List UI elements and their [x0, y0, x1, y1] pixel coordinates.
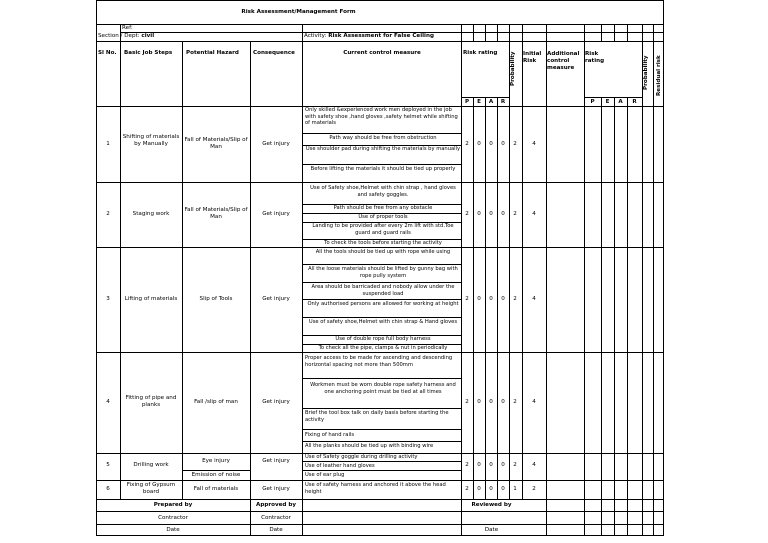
row-2-rating-e: 0: [477, 211, 481, 217]
footer-contractor-1: Contractor: [158, 515, 188, 521]
row-3-rating-e: 0: [477, 296, 481, 302]
row-1-sl: 1: [106, 141, 110, 147]
row-3-probability: 2: [513, 296, 517, 302]
row-4-hazard: Fall /slip of man: [194, 399, 238, 405]
row-4-control-5: All the planks should be tied up with binding wire: [305, 443, 434, 449]
section-label: [98, 33, 154, 40]
grid-line: [627, 97, 628, 536]
footer-date-1: Date: [166, 527, 180, 533]
row-3-control-5: Use of safety shoe,Helmet with chin strap & Hand gloves: [308, 319, 458, 325]
row-2-rating-p: 2: [465, 211, 469, 217]
grid-line: [614, 97, 615, 536]
header-current-control-measure: Current control measure: [343, 50, 421, 56]
row-1-control-3: Use shoulder pad during shifting the materials by manually: [305, 146, 461, 152]
grid-line: [96, 352, 664, 353]
grid-line: [96, 182, 664, 183]
row-5-initial-risk: 4: [532, 462, 536, 468]
row-3-control-2: All the loose materials should be lifted by gunny bag with rope pully system: [308, 266, 458, 279]
row-4-step: Fitting of pipe and planks: [125, 395, 177, 408]
grid-line: [302, 461, 461, 462]
row-3-rating-a: 0: [489, 296, 493, 302]
row-1-consequence: Get injury: [262, 141, 290, 147]
row-1-control-2: Path way should be free from obstruction: [329, 135, 437, 141]
grid-line: [302, 264, 461, 265]
activity-label: [304, 33, 434, 40]
grid-line: [497, 24, 498, 41]
header-risk-rating: Risk rating: [463, 50, 498, 56]
header-risk-rating-2: Risk rating: [585, 51, 605, 64]
grid-line: [522, 24, 523, 41]
grid-line: [473, 24, 474, 41]
footer-approved-by: Approved by: [256, 502, 296, 508]
grid-line: [584, 97, 642, 98]
row-2-step: Staging work: [132, 211, 170, 217]
row-2-sl: 2: [106, 211, 110, 217]
row-4-rating-e: 0: [477, 399, 481, 405]
grid-line: [653, 41, 654, 536]
row-3-control-3: Area should be barricaded and nobody allow under the suspended load: [311, 284, 455, 297]
row-4-initial-risk: 4: [532, 399, 536, 405]
row-4-control-1: Proper access to be made for ascending and descending horizontal spacing not more than 500mm: [305, 355, 453, 368]
form-title: Risk Assessment/Management Form: [241, 9, 356, 15]
grid-line: [302, 470, 461, 471]
row-3-control-4: Only authorised persons are allowed for working at height: [307, 301, 459, 307]
row-3-hazard: Slip of Tools: [199, 296, 233, 302]
row-5-rating-e: 0: [477, 462, 481, 468]
grid-line: [302, 24, 303, 41]
header-pear-a: A: [488, 99, 494, 105]
row-4-rating-r: 0: [501, 399, 505, 405]
grid-line: [627, 24, 628, 41]
row-2-hazard: Fall of Materials/Slip of Man: [184, 207, 248, 220]
row-2-control-1: Use of Safety shoe,Helmet with chin strap , hand gloves and safety goggles.: [310, 185, 456, 198]
row-1-control-1: Only skilled &experienced work men deployed in the job with safety shoe ,hand gloves ,safety helmet while shifting of materials: [305, 107, 458, 126]
row-1-step: Shifting of materials by Manually: [122, 134, 180, 147]
row-2-rating-r: 0: [501, 211, 505, 217]
footer-contractor-2: Contractor: [261, 515, 291, 521]
row-1-initial-risk: 4: [532, 141, 536, 147]
grid-line: [302, 317, 461, 318]
header-pear-r: R: [500, 99, 506, 105]
grid-line: [120, 24, 121, 41]
row-5-control-1: Use of Safety goggle during drilling activity: [305, 454, 418, 460]
header-sl-no: Sl No.: [98, 50, 117, 56]
row-5-hazard-1: Eye injury: [202, 458, 230, 464]
grid-line: [182, 470, 250, 471]
grid-line: [584, 24, 585, 41]
row-5-hazard-2: Emission of noise: [191, 472, 241, 478]
section-label-text: Section / Dept:: [98, 33, 140, 39]
row-6-control-1: Use of safety harness and anchored it above the head height: [305, 482, 446, 495]
row-3-step: Lifting of materials: [124, 296, 178, 302]
row-1-rating-r: 0: [501, 141, 505, 147]
activity-value: Risk Assessment for False Ceiling: [328, 33, 434, 39]
row-4-rating-a: 0: [489, 399, 493, 405]
footer-date-3: Date: [484, 527, 499, 533]
grid-line: [302, 282, 461, 283]
header-pear-p-2: P: [590, 99, 595, 105]
grid-line: [601, 24, 602, 41]
row-2-rating-a: 0: [489, 211, 493, 217]
row-3-sl: 3: [106, 296, 110, 302]
row-6-rating-a: 0: [489, 486, 493, 492]
row-1-rating-a: 0: [489, 141, 493, 147]
section-value: civil: [141, 33, 155, 39]
grid-line: [642, 41, 643, 536]
grid-line: [546, 24, 547, 41]
row-2-control-5: To check the tools before starting the activity: [324, 240, 442, 246]
row-5-consequence: Get injury: [262, 458, 290, 464]
grid-line: [642, 24, 643, 41]
grid-line: [302, 378, 461, 379]
grid-line: [96, 247, 664, 248]
header-consequence: Consequence: [253, 50, 295, 56]
row-4-consequence: Get injury: [262, 399, 290, 405]
row-3-control-7: To check all the pipe, clamps & nut in periodically: [318, 345, 448, 351]
header-pear-e-2: E: [605, 99, 610, 105]
row-2-control-4: Landing to be provided after every 2m lift with std.Toe guard and guard rails: [312, 223, 454, 236]
row-5-control-2: Use of leather hand gloves: [305, 463, 375, 469]
grid-line: [96, 511, 664, 512]
row-6-probability: 1: [513, 486, 517, 492]
grid-line: [546, 41, 547, 536]
row-5-rating-p: 2: [465, 462, 469, 468]
row-4-rating-p: 2: [465, 399, 469, 405]
header-pear-p: P: [464, 99, 470, 105]
grid-line: [601, 97, 602, 536]
grid-line: [461, 24, 462, 41]
header-initial-risk: Initial Risk: [523, 51, 542, 64]
grid-line: [120, 41, 121, 499]
row-2-control-3: Use of proper tools: [358, 214, 408, 220]
grid-line: [302, 133, 461, 134]
row-3-control-6: Use of double rope full body harness: [335, 336, 431, 342]
grid-line: [302, 408, 461, 409]
row-1-hazard: Fall of Materials/Slip of Man: [184, 137, 248, 150]
row-5-control-3: Use of ear plug: [305, 472, 345, 478]
grid-line: [302, 429, 461, 430]
row-6-rating-e: 0: [477, 486, 481, 492]
row-4-control-4: Fixing of hand rails: [305, 432, 355, 438]
grid-line: [522, 41, 523, 499]
row-5-rating-r: 0: [501, 462, 505, 468]
header-pear-e: E: [477, 99, 481, 105]
footer-reviewed-by: Reviewed by: [471, 502, 512, 508]
row-3-initial-risk: 4: [532, 296, 536, 302]
header-pear-r-2: R: [632, 99, 637, 105]
header-basic-job-steps: Basic Job Steps: [124, 50, 173, 56]
grid-line: [96, 480, 664, 481]
row-4-control-2: Workmen must be worn double rope safety harness and one anchoring point must be tied at all times: [310, 382, 456, 395]
header-pear-a-2: A: [618, 99, 623, 105]
header-probability: Probability: [510, 51, 516, 86]
row-5-probability: 2: [513, 462, 517, 468]
row-6-step: Fixing of Gypsum board: [126, 482, 176, 495]
row-5-sl: 5: [106, 462, 110, 468]
row-3-rating-r: 0: [501, 296, 505, 302]
row-6-rating-r: 0: [501, 486, 505, 492]
grid-line: [509, 24, 510, 41]
row-3-control-1: All the tools should be tied up with rope while using: [315, 249, 451, 255]
grid-line: [614, 24, 615, 41]
row-6-rating-p: 2: [465, 486, 469, 492]
row-2-initial-risk: 4: [532, 211, 536, 217]
header-probability-2: Probability: [643, 55, 649, 90]
row-5-rating-a: 0: [489, 462, 493, 468]
footer-prepared-by: Prepared by: [153, 502, 193, 508]
row-6-initial-risk: 2: [532, 486, 536, 492]
grid-line: [584, 41, 585, 536]
row-5-step: Drilling work: [133, 462, 169, 468]
row-4-control-3: Brief the tool box talk on daily basis before starting the activity: [305, 410, 449, 423]
grid-line: [485, 24, 486, 41]
row-1-rating-p: 2: [465, 141, 469, 147]
row-2-probability: 2: [513, 211, 517, 217]
row-1-rating-e: 0: [477, 141, 481, 147]
row-6-consequence: Get injury: [262, 486, 290, 492]
row-6-sl: 6: [106, 486, 110, 492]
grid-line: [182, 41, 183, 499]
grid-line: [302, 441, 461, 442]
grid-line: [302, 164, 461, 165]
header-potential-hazard: Potential Hazard: [186, 50, 239, 56]
grid-line: [96, 524, 664, 525]
row-6-hazard: Fall of materials: [193, 486, 239, 492]
grid-line: [509, 41, 510, 499]
grid-line: [96, 499, 664, 500]
row-1-probability: 2: [513, 141, 517, 147]
activity-label-text: Activity:: [304, 33, 327, 39]
row-1-control-4: Before lifting the materials it should be tied up properly: [310, 166, 456, 172]
ref-label: Ref:: [122, 25, 133, 31]
grid-line: [302, 299, 461, 300]
row-2-consequence: Get injury: [262, 211, 290, 217]
row-3-consequence: Get injury: [262, 296, 290, 302]
row-4-sl: 4: [106, 399, 110, 405]
row-4-probability: 2: [513, 399, 517, 405]
row-3-rating-p: 2: [465, 296, 469, 302]
header-residual-risk: Residual risk: [656, 55, 662, 96]
footer-date-2: Date: [269, 527, 283, 533]
divider: [96, 24, 664, 25]
row-2-control-2: Path should be free from any obstacle: [333, 205, 433, 211]
header-additional-control: Additional control measure: [547, 51, 580, 71]
grid-line: [653, 24, 654, 41]
